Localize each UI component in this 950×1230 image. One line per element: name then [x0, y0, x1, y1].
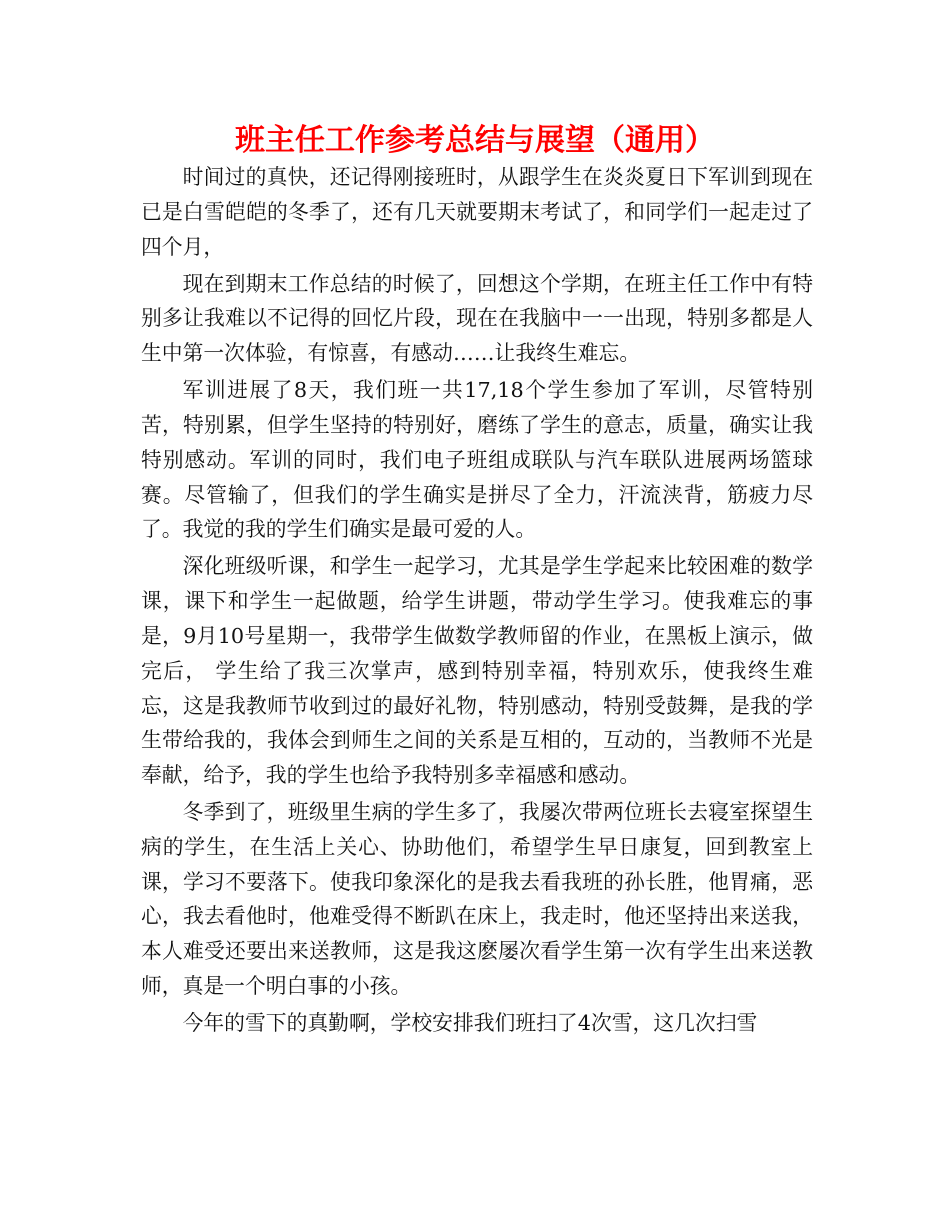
paragraph: 时间过的真快，还记得刚接班时，从跟学生在炎炎夏日下军训到现在已是白雪皑皑的冬季了，还有几天就要期末考试了，和同学们一起走过了四个月，	[141, 165, 813, 259]
paragraph: 深化班级听课，和学生一起学习，尤其是学生学起来比较困难的数学课，课下和学生一起做题，给学生讲题，带动学生学习。使我难忘的事是，9月10号星期一，我带学生做数学教师留的作业，在黑板上演示，做完后， 学生给了我三次掌声，感到特别幸福，特别欢乐，使我终生难忘，这是我教师节收到过的最好礼物，特别感动，特别受鼓舞，是我的学生带给我的，我体会到师生之间的关系是互相的，互动的，当教师不光是奉献，给予，我的学生也给予我特别多幸福感和感动。	[141, 554, 813, 788]
paragraph: 冬季到了，班级里生病的学生多了，我屡次带两位班长去寝室探望生病的学生，在生活上关心、协助他们，希望学生早日康复，回到教室上课，学习不要落下。使我印象深化的是我去看我班的孙长胜，他胃痛，恶心，我去看他时，他难受得不断趴在床上，我走时，他还坚持出来送我，本人难受还要出来送教师，这是我这麽屡次看学生第一次有学生出来送教师，真是一个明白事的小孩。	[141, 800, 813, 999]
paragraph: 今年的雪下的真勤啊，学校安排我们班扫了4次雪，这几次扫雪	[182, 1011, 758, 1036]
document-title: 班主任工作参考总结与展望（通用）	[235, 123, 715, 158]
paragraph: 现在到期末工作总结的时候了，回想这个学期，在班主任工作中有特别多让我难以不记得的回忆片段，现在在我脑中一一出现，特别多都是人生中第一次体验，有惊喜，有感动……让我终生难忘。	[141, 271, 813, 366]
paragraph: 军训进展了8天，我们班一共17,18个学生参加了军训，尽管特别苦，特别累，但学生坚持的特别好，磨练了学生的意志，质量，确实让我特别感动。军训的同时，我们电子班组成联队与汽车联队进展两场篮球赛。尽管输了，但我们的学生确实是拼尽了全力，汗流浃背，筋疲力尽了。我觉的我的学生们确实是最可爱的人。	[141, 378, 813, 542]
document-body	[141, 160, 813, 1043]
